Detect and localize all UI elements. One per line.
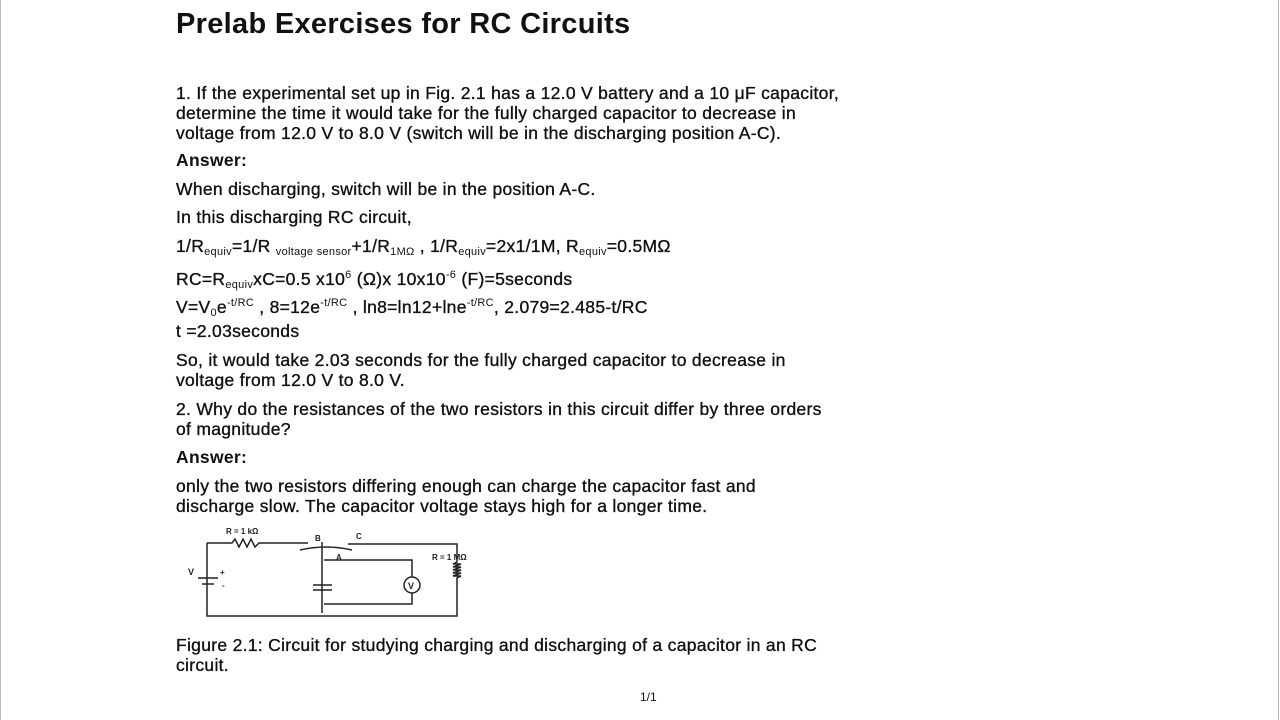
t: xC=0.5 x10 (253, 269, 346, 289)
t: -t/RC (466, 297, 494, 309)
figure-caption (176, 635, 817, 675)
line: only the two resistors differing enough can charge the capacitor fast and (176, 476, 756, 496)
t: , 8=12e (254, 297, 321, 317)
t: 1/R (176, 236, 205, 256)
page-border-left (0, 0, 1, 720)
t: e (216, 297, 227, 317)
plus-label: + (220, 568, 225, 577)
t: (Ω)x 10x10 (351, 269, 446, 289)
page-border-right (1278, 0, 1279, 720)
answer-label-2: Answer: (176, 447, 248, 467)
q1-line: determine the time it would take for the fully charged capacitor to decrease in (176, 103, 796, 123)
line: voltage from 12.0 V to 8.0 V. (176, 370, 405, 390)
t: equiv (458, 246, 486, 258)
t: RC=R (176, 269, 226, 289)
t: equiv (578, 246, 607, 258)
t: equiv (225, 279, 254, 291)
r2-label: R = 1 MΩ (432, 553, 467, 562)
voltmeter-label: V (408, 581, 415, 591)
t: -6 (445, 269, 457, 281)
b-label: B (315, 534, 321, 543)
battery-label: V (188, 567, 195, 577)
answer-1-line-1: When discharging, switch will be in the position A-C. (176, 179, 596, 199)
line: 2. Why do the resistances of the two resistors in this circuit differ by three orders (176, 399, 822, 419)
page-title: Prelab Exercises for RC Circuits (176, 8, 631, 40)
resistor-1M (207, 543, 461, 616)
t: voltage sensor (275, 246, 352, 258)
question-1 (176, 83, 839, 143)
t: , 1/R (414, 236, 459, 256)
t: -t/RC (226, 297, 255, 309)
t: =1/R (231, 236, 276, 256)
t: , ln8=ln12+lne (347, 297, 467, 317)
t: -t/RC (320, 297, 348, 309)
t: V=V (176, 297, 211, 317)
page-number: 1/1 (640, 690, 657, 704)
t: =2x1/1M, R (486, 236, 579, 256)
t: (F)=5seconds (456, 269, 573, 289)
a-label: A (336, 553, 342, 562)
line: discharge slow. The capacitor voltage stays high for a longer time. (176, 496, 708, 516)
t: equiv (204, 246, 232, 258)
t: =0.5MΩ (606, 236, 671, 256)
switch (300, 547, 352, 550)
equation-2 (176, 265, 572, 295)
t: +1/R (351, 236, 391, 256)
minus-label: - (222, 581, 225, 590)
t: 0 (210, 307, 217, 319)
resistor-1k (207, 539, 308, 547)
line: Figure 2.1: Circuit for studying charging and discharging of a capacitor in an RC (176, 635, 818, 655)
t: 6 (345, 269, 352, 281)
answer-1-line-2: In this discharging RC circuit, (176, 207, 412, 227)
line: So, it would take 2.03 seconds for the fully charged capacitor to decrease in (176, 350, 786, 370)
equation-3 (176, 293, 648, 323)
question-2 (176, 399, 822, 439)
t: , 2.079=2.485-t/RC (493, 297, 648, 317)
q1-line: 1. If the experimental set up in Fig. 2.1 has a 12.0 V battery and a 10 μF capacitor, (176, 83, 840, 103)
line: of magnitude? (176, 419, 291, 439)
t: 1MΩ (390, 246, 415, 258)
battery-icon (198, 578, 218, 584)
answer-1-conclusion (176, 350, 786, 390)
c-label: C (356, 532, 362, 541)
answer-label-1: Answer: (176, 150, 248, 170)
equation-1 (176, 236, 671, 262)
circuit-diagram (176, 520, 496, 620)
line: circuit. (176, 655, 229, 675)
r1-label: R = 1 kΩ (226, 527, 259, 536)
result-line: t =2.03seconds (176, 321, 300, 341)
q1-line: voltage from 12.0 V to 8.0 V (switch will be in the discharging position A-C). (176, 123, 782, 143)
answer-2 (176, 476, 756, 516)
